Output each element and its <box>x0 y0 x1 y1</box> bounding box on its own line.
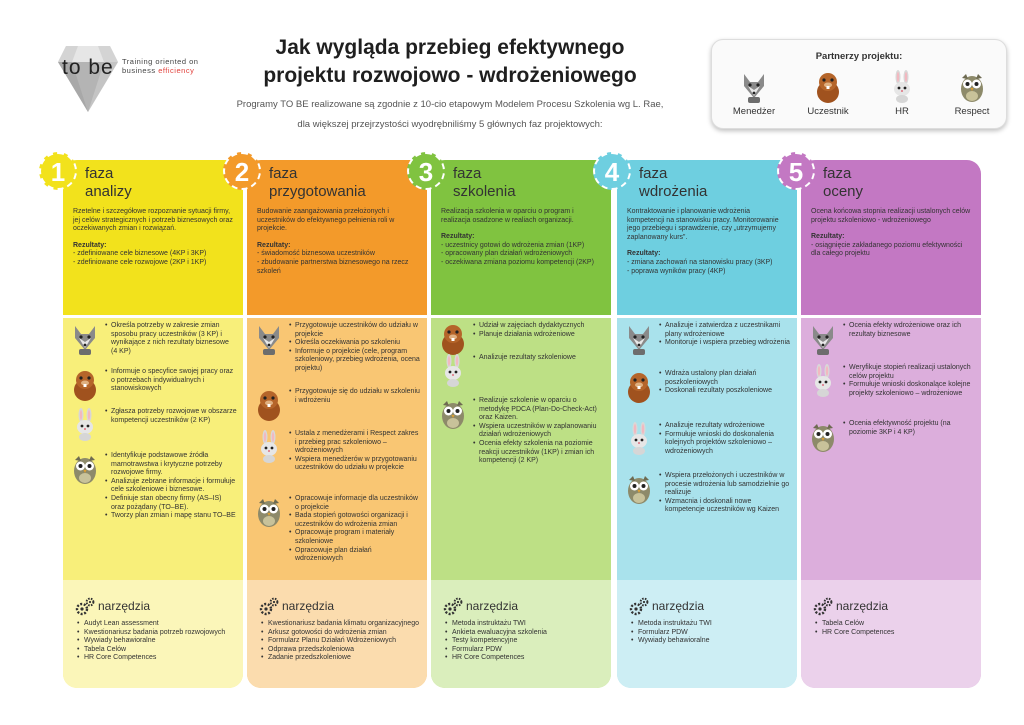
partner-rabbit <box>872 70 932 117</box>
result-item: - zdefiniowane cele biznesowe (4KP i 3KP) <box>73 250 207 258</box>
partner-owl <box>942 70 1002 117</box>
phase-desc-text: Budowanie zaangażowania przełożonych i uczestników do efektywnego pełnienia roli w projekcie. <box>257 208 395 233</box>
tagline-line2 <box>122 66 198 75</box>
tagline-efficiency: efficiency <box>158 66 195 75</box>
tool-item: • Kwestionariusz badania klimatu organizacyjnego <box>261 620 421 629</box>
tools-label: narzędzia <box>836 599 889 614</box>
tools-list <box>261 620 421 663</box>
action-item: • Wspiera przełożonych i uczestników w procesie wdrożenia lub samodzielnie go realizuje <box>659 472 791 498</box>
subtitle-line1: Programy TO BE realizowane są zgodnie z 10-cio etapowym Modelem Procesu Szkolenia wg L. Rae, <box>236 99 664 110</box>
gears-icon <box>443 597 463 617</box>
tool-item: • Ankieta ewaluacyjna szkolenia <box>445 629 605 638</box>
phase-column-2 <box>247 160 427 688</box>
action-list <box>843 322 975 339</box>
tools-list <box>77 620 237 663</box>
wolf-icon <box>809 322 837 356</box>
logo <box>58 42 218 114</box>
phase-title <box>823 165 863 201</box>
phase-word: faza <box>639 165 668 182</box>
partner-wolf <box>724 70 784 117</box>
tool-item: • Tabela Celów <box>77 646 237 655</box>
action-list <box>843 364 975 398</box>
logo-text: to be <box>62 56 114 79</box>
rabbit-icon <box>888 70 916 106</box>
phase-column-4 <box>617 160 797 688</box>
tool-item: • Formularz PDW <box>631 629 791 638</box>
result-item: - zdefiniowane cele rozwojowe (2KP i 1KP) <box>73 258 207 266</box>
action-list <box>289 495 421 564</box>
rabbit-icon <box>625 422 653 456</box>
tools-label: narzędzia <box>466 599 519 614</box>
action-list <box>289 322 421 374</box>
rabbit-icon <box>71 408 99 442</box>
owl-icon <box>255 495 283 529</box>
action-list <box>473 322 605 339</box>
action-list <box>659 422 791 456</box>
action-list <box>289 388 421 405</box>
beaver-icon <box>625 370 653 404</box>
tools-label: narzędzia <box>652 599 705 614</box>
tools-list <box>815 620 975 637</box>
action-item: • Wspiera menedżerów w przygotowaniu uczestników do udziału w projekcie <box>289 456 421 473</box>
action-item: • Określa oczekiwania po szkoleniu <box>289 339 421 348</box>
gears-icon <box>813 597 833 617</box>
phase-column-3 <box>431 160 611 688</box>
phase-word: faza <box>85 165 114 182</box>
tagline-line1: Training oriented on <box>122 57 199 66</box>
action-item: • Realizuje szkolenie w oparciu o metodykę PDCA (Plan-Do-Check-Act) oraz Kaizen. <box>473 397 605 423</box>
tool-item: • Formularz PDW <box>445 646 605 655</box>
tools-heading <box>629 597 704 617</box>
phase-name: przygotowania <box>269 183 366 200</box>
partners-title: Partnerzy projektu: <box>815 51 903 62</box>
result-item: - oczekiwana zmiana poziomu kompetencji (2KP) <box>441 258 594 266</box>
action-item: • Wspiera uczestników w zaplanowaniu działań wdrożeniowych <box>473 423 605 440</box>
action-item: • Formułuje wnioski doskonalące kolejne projekty szkoleniowo – wdrożeniowe <box>843 381 975 398</box>
action-item: • Planuje działania wdrożeniowe <box>473 331 605 340</box>
action-item: • Zgłasza potrzeby rozwojowe w obszarze kompetencji uczestników (2 KP) <box>105 408 237 425</box>
phase-number-badge: 5 <box>777 152 815 190</box>
action-item: • Identyfikuje podstawowe źródła marnotrawstwa i krytyczne potrzeby rozwojowe firmy. <box>105 452 237 478</box>
action-item: • Informuje o projekcie (cele, program szkoleniowy, przebieg wdrożenia, ocena projektu) <box>289 348 421 374</box>
phase-word: faza <box>269 165 298 182</box>
phase-word: faza <box>823 165 852 182</box>
beaver-icon <box>439 322 467 356</box>
action-list <box>659 322 791 348</box>
partner-label: Menedżer <box>732 106 776 117</box>
phase-title <box>269 165 366 201</box>
action-list <box>289 430 421 473</box>
partner-beaver <box>798 70 858 117</box>
partner-label: HR <box>895 106 909 117</box>
phase-description <box>627 208 789 276</box>
action-item: • Analizuje i zatwierdza z uczestnikami plany wdrożeniowe <box>659 322 791 339</box>
tools-heading <box>443 597 518 617</box>
tool-item: • Metoda instruktażu TWI <box>445 620 605 629</box>
action-list <box>105 368 237 394</box>
result-item: - uczestnicy gotowi do wdrożenia zmian (1KP) <box>441 241 585 249</box>
tools-heading <box>259 597 334 617</box>
phase-title <box>639 165 707 201</box>
beaver-icon <box>814 70 842 106</box>
action-item: • Doskonali rezultaty poszkoleniowe <box>659 387 791 396</box>
phase-column-1 <box>63 160 243 688</box>
partner-label: Respect <box>954 106 990 117</box>
action-list <box>473 397 605 466</box>
action-item: • Definiuje stan obecny firmy (AS–IS) oraz pożądany (TO–BE). <box>105 495 237 512</box>
phase-title <box>85 165 132 201</box>
owl-icon <box>958 70 986 106</box>
action-list <box>105 408 237 425</box>
beaver-icon <box>71 368 99 402</box>
phase-description <box>811 208 973 259</box>
action-item: • Analizuje rezultaty szkoleniowe <box>473 354 605 363</box>
result-item: - zmiana zachowań na stanowisku pracy (3KP) <box>627 258 773 266</box>
tools-list <box>631 620 791 646</box>
tool-item: • Tabela Celów <box>815 620 975 629</box>
action-item: • Analizuje rezultaty wdrożeniowe <box>659 422 791 431</box>
tool-item: • Kwestionariusz badania potrzeb rozwojowych <box>77 629 237 638</box>
action-item: • Opracowuje program i materiały szkoleniowe <box>289 529 421 546</box>
action-list <box>105 452 237 521</box>
results-heading: Rezultaty: <box>441 233 475 241</box>
action-item: • Przygotowuje się do udziału w szkoleniu i wdrożeniu <box>289 388 421 405</box>
partners-box <box>711 39 1007 129</box>
phase-desc-text: Rzetelne i szczegółowe rozpoznanie sytuacji firmy, jej celów strategicznych i potrzeb biznesowych oraz oczekiwanych zmian i rozwiązań. <box>73 208 233 233</box>
tool-item: • Odprawa przedszkoleniowa <box>261 646 421 655</box>
wolf-icon <box>255 322 283 356</box>
owl-icon <box>809 420 837 454</box>
subtitle-line2: dla większej przejrzystości wyodrębniliśmy 5 głównych faz projektowych: <box>297 119 603 130</box>
action-item: • Monitoruje i wspiera przebieg wdrożenia <box>659 339 791 348</box>
action-item: • Analizuje zebrane informacje i formułuje cele szkoleniowe i biznesowe. <box>105 478 237 495</box>
rabbit-icon <box>439 354 467 388</box>
tagline <box>122 57 198 75</box>
phase-name: szkolenia <box>453 183 516 200</box>
phase-number-badge: 3 <box>407 152 445 190</box>
phase-desc-text: Realizacja szkolenia w oparciu o program i realizacja osadzone w realiach organizacji. <box>441 208 574 224</box>
phase-description <box>73 208 235 268</box>
action-item: • Informuje o specyfice swojej pracy oraz o potrzebach indywidualnych i stanowiskowych <box>105 368 237 394</box>
action-item: • Ocenia efekty wdrożeniowe oraz ich rezultaty biznesowe <box>843 322 975 339</box>
action-list <box>659 472 791 515</box>
phase-word: faza <box>453 165 482 182</box>
action-list <box>473 354 605 363</box>
tool-item: • Formularz Planu Działań Wdrożeniowych <box>261 637 421 646</box>
results-heading: Rezultaty: <box>811 233 845 241</box>
result-item: - poprawa wyników pracy (4KP) <box>627 267 726 275</box>
owl-icon <box>439 397 467 431</box>
phase-desc-text: Kontraktowanie i planowanie wdrożenia kompetencji na stanowisku pracy. Monitorowanie jego przebiegu i sprawdzenie, czy „utrzymujemy zaplanowany kurs”. <box>627 208 779 241</box>
results-heading: Rezultaty: <box>257 241 291 249</box>
tool-item: • Wywiady behawioralne <box>77 637 237 646</box>
tool-item: • HR Core Competences <box>445 654 605 663</box>
rabbit-icon <box>809 364 837 398</box>
tool-item: • Wywiady behawioralne <box>631 637 791 646</box>
results-heading: Rezultaty: <box>73 241 107 249</box>
tools-label: narzędzia <box>98 599 151 614</box>
phase-title <box>453 165 516 201</box>
wolf-icon <box>71 322 99 356</box>
result-item: - świadomość biznesowa uczestników <box>257 250 375 258</box>
result-item: - opracowany plan działań wdrożeniowych <box>441 250 573 258</box>
action-item: • Formułuje wnioski do doskonalenia kolejnych projektów szkoleniowo – wdrożeniowych <box>659 431 791 457</box>
action-item: • Określa potrzeby w zakresie zmian sposobu pracy uczestników (3 KP) i wynikające z nich rezultaty biznesowe (4 KP) <box>105 322 237 356</box>
phase-name: oceny <box>823 183 864 200</box>
action-item: • Bada stopień gotowości organizacji i uczestników do wdrożenia zmian <box>289 512 421 529</box>
tools-heading <box>75 597 150 617</box>
tools-list <box>445 620 605 663</box>
page-title <box>230 34 670 90</box>
action-item: • Opracowuje plan działań wdrożeniowych <box>289 547 421 564</box>
wolf-icon <box>740 70 768 106</box>
tools-heading <box>813 597 888 617</box>
gears-icon <box>259 597 279 617</box>
action-item: • Opracowuje informacje dla uczestników o projekcie <box>289 495 421 512</box>
action-list <box>659 370 791 396</box>
partner-label: Uczestnik <box>807 106 849 117</box>
phase-number-badge: 2 <box>223 152 261 190</box>
phase-name: wdrożenia <box>639 183 708 200</box>
action-item: • Wdraża ustalony plan działań poszkoleniowych <box>659 370 791 387</box>
action-item: • Tworzy plan zmian i mapę stanu TO–BE <box>105 512 237 521</box>
action-item: • Przygotowuje uczestników do udziału w projekcie <box>289 322 421 339</box>
tool-item: • Testy kompetencyjne <box>445 637 605 646</box>
action-list <box>843 420 975 437</box>
title-line2: projektu rozwojowo - wdrożeniowego <box>263 64 637 87</box>
gears-icon <box>629 597 649 617</box>
action-item: • Ustala z menedżerami i Respect zakres i przebieg prac szkoleniowo – wdrożeniowych <box>289 430 421 456</box>
owl-icon <box>71 452 99 486</box>
tools-label: narzędzia <box>282 599 335 614</box>
tool-item: • Metoda instruktażu TWI <box>631 620 791 629</box>
title-line1: Jak wygląda przebieg efektywnego <box>275 36 625 59</box>
gears-icon <box>75 597 95 617</box>
action-item: • Ocenia efektywność projektu (na poziomie 3KP i 4 KP) <box>843 420 975 437</box>
action-item: • Udział w zajęciach dydaktycznych <box>473 322 605 331</box>
beaver-icon <box>255 388 283 422</box>
action-item: • Wzmacnia i doskonali nowe kompetencje uczestników wg Kaizen <box>659 498 791 515</box>
results-heading: Rezultaty: <box>627 250 661 258</box>
result-item: - osiągnięcie zakładanego poziomu efektywności dla całego projektu <box>811 241 963 258</box>
tool-item: • Zadanie przedszkoleniowe <box>261 654 421 663</box>
owl-icon <box>625 472 653 506</box>
phase-description <box>257 208 419 276</box>
wolf-icon <box>625 322 653 356</box>
tool-item: • Audyt Lean assessment <box>77 620 237 629</box>
tool-item: • Arkusz gotowości do wdrożenia zmian <box>261 629 421 638</box>
phase-column-5 <box>801 160 981 688</box>
action-list <box>105 322 237 356</box>
action-item: • Weryfikuje stopień realizacji ustalonych celów projektu <box>843 364 975 381</box>
tool-item: • HR Core Competences <box>815 629 975 638</box>
tagline-business: business <box>122 66 159 75</box>
result-item: - zbudowanie partnerstwa biznesowego na rzecz szkoleń <box>257 258 409 275</box>
phase-number-badge: 4 <box>593 152 631 190</box>
phase-description <box>441 208 603 268</box>
phase-desc-text: Ocena końcowa stopnia realizacji ustalonych celów projektu szkoleniowo - wdrożeniowego <box>811 208 971 224</box>
phase-number-badge: 1 <box>39 152 77 190</box>
action-item: • Ocenia efekty szkolenia na poziomie reakcji uczestników (1KP) i zmian ich kompetencji (2 KP) <box>473 440 605 466</box>
rabbit-icon <box>255 430 283 464</box>
phase-name: analizy <box>85 183 132 200</box>
tool-item: • HR Core Competences <box>77 654 237 663</box>
